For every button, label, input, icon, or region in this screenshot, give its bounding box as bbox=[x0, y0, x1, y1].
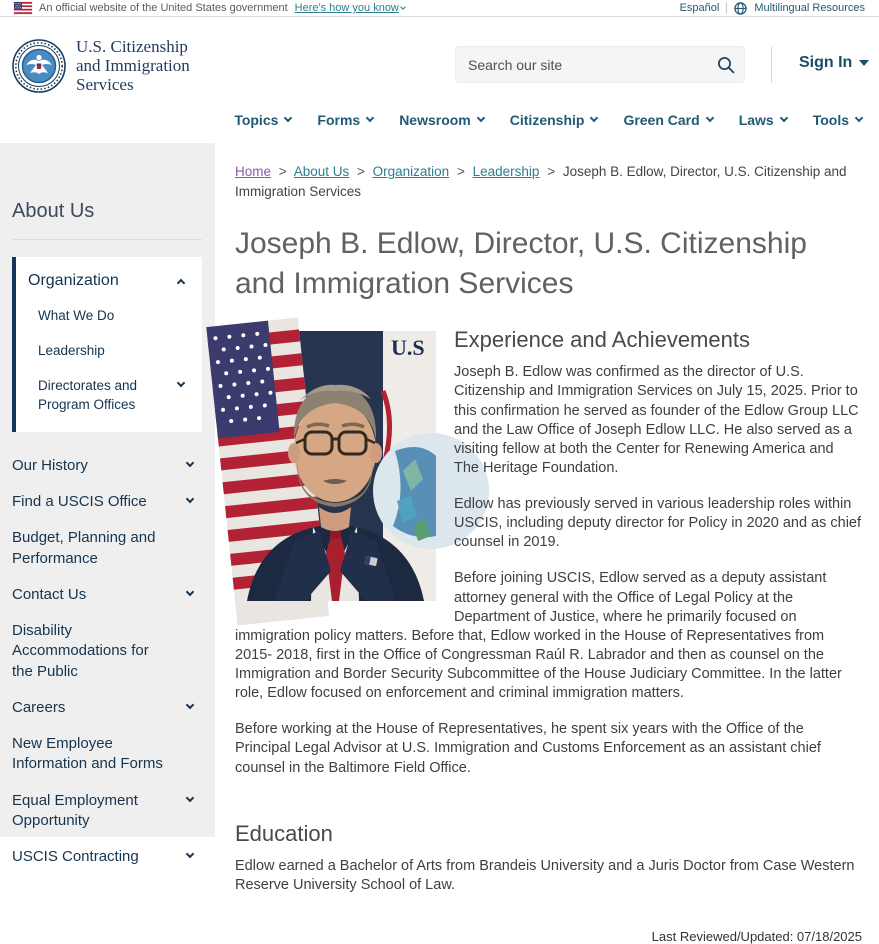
search-input[interactable] bbox=[468, 57, 716, 73]
main-content bbox=[215, 143, 879, 944]
organization-section bbox=[12, 257, 202, 432]
divider bbox=[726, 2, 727, 14]
multilingual-resources-link[interactable]: Multilingual Resources bbox=[754, 2, 865, 14]
nav-citizenship[interactable]: Citizenship bbox=[510, 112, 598, 128]
breadcrumb-about-us[interactable]: About Us bbox=[293, 164, 350, 179]
director-portrait bbox=[235, 331, 436, 601]
content-area bbox=[0, 143, 879, 944]
uscis-logo[interactable] bbox=[12, 37, 190, 94]
chevron-down-icon bbox=[590, 114, 598, 122]
globe-icon bbox=[734, 2, 747, 15]
chevron-down-icon bbox=[186, 701, 194, 709]
nav-topics[interactable]: Topics bbox=[234, 112, 291, 128]
search-icon bbox=[716, 55, 736, 75]
chevron-down-icon bbox=[284, 114, 292, 122]
sidebar-item-contracting[interactable]: USCIS Contracting bbox=[12, 839, 202, 875]
heres-how-you-know-link[interactable]: Here's how you know bbox=[295, 2, 405, 14]
experience-paragraph: Joseph B. Edlow was confirmed as the director of U.S. Citizenship and Immigration Services on July 15, 2025. Prior to this confirmation he served as founder of the Edlow Group LLC and the Law Office of Joseph Edlow LLC. He also served as a visiting fellow at both the Center for Renewing America and The Heritage Foundation. bbox=[454, 364, 859, 476]
sidebar-item-find-office[interactable]: Find a USCIS Office bbox=[12, 484, 202, 520]
gov-banner bbox=[0, 0, 879, 17]
last-reviewed: Last Reviewed/Updated: 07/18/2025 bbox=[651, 928, 862, 944]
search-button[interactable] bbox=[716, 55, 736, 75]
experience-heading: Experience and Achievements bbox=[454, 327, 750, 353]
site-search bbox=[455, 46, 745, 83]
experience-paragraph: Before joining USCIS, Edlow served as a deputy assistant attorney general with the Office of Legal Policy at the Department of Justice, where he primarily focused on immigration policy matters. Before that, Edlow worked in the House of Representatives from 2015- 2018, first in the Office of Congressman Raúl R. Labrador and then as counsel on the Immigration and Border Security Subcommittee of the House Judiciary Committee. In the latter role, Edlow focused on enforcement and criminal immigration matters. bbox=[235, 570, 842, 702]
chevron-down-icon bbox=[779, 114, 787, 122]
sidebar-item-eeo[interactable]: Equal Employment Opportunity bbox=[12, 783, 202, 840]
sidebar-item-budget[interactable]: Budget, Planning and Performance bbox=[12, 529, 156, 567]
education-paragraph: Edlow earned a Bachelor of Arts from Brandeis University and a Juris Doctor from Case Western Reserve University School of Law. bbox=[235, 857, 855, 893]
nav-green-card[interactable]: Green Card bbox=[623, 112, 712, 128]
sidebar-nav bbox=[12, 448, 202, 876]
about-us-sidebar bbox=[0, 143, 215, 866]
sidebar-item-new-employee[interactable]: New Employee Information and Forms bbox=[12, 735, 163, 773]
chevron-down-icon[interactable] bbox=[177, 379, 185, 387]
chevron-down-icon bbox=[366, 114, 374, 122]
page-title: Joseph B. Edlow, Director, U.S. Citizenship and Immigration Services bbox=[235, 227, 807, 300]
nav-forms[interactable]: Forms bbox=[317, 112, 373, 128]
sidebar-item-what-we-do[interactable]: What We Do bbox=[38, 308, 115, 323]
chevron-down-icon bbox=[186, 459, 194, 467]
sidebar-item-directorates[interactable]: Directorates and Program Offices bbox=[38, 378, 138, 412]
breadcrumb-organization[interactable]: Organization bbox=[372, 164, 450, 179]
chevron-up-icon[interactable] bbox=[177, 279, 185, 287]
breadcrumb-leadership[interactable]: Leadership bbox=[472, 164, 540, 179]
logo-wordmark: U.S. Citizenship and Immigration Services bbox=[76, 37, 190, 95]
experience-paragraph: Edlow has previously served in various leadership roles within USCIS, including deputy director for Policy in 2020 and as chief counsel in 2019. bbox=[454, 496, 862, 551]
chevron-down-icon bbox=[186, 850, 194, 858]
sidebar-item-contact-us[interactable]: Contact Us bbox=[12, 577, 202, 613]
chevron-down-icon bbox=[186, 588, 194, 596]
breadcrumb-current: Joseph B. Edlow, Director, U.S. Citizenship and Immigration Services bbox=[235, 164, 847, 199]
breadcrumb: Home > About Us > Organization > Leadership > Joseph B. Edlow, Director, U.S. Citizenship and Immigration Services bbox=[235, 164, 847, 199]
espanol-link[interactable]: Español bbox=[679, 2, 720, 14]
bio-article bbox=[235, 327, 862, 944]
sidebar-item-organization[interactable]: Organization bbox=[28, 272, 119, 289]
official-site-text: An official website of the United States government bbox=[39, 2, 288, 14]
nav-newsroom[interactable]: Newsroom bbox=[399, 112, 484, 128]
education-heading: Education bbox=[235, 820, 333, 846]
us-flag-icon bbox=[14, 2, 32, 14]
sidebar-item-disability[interactable]: Disability Accommodations for the Public bbox=[12, 622, 149, 680]
chevron-down-icon bbox=[705, 114, 713, 122]
experience-paragraph: Before working at the House of Representatives, he spent six years with the Office of the Principal Legal Advisor at U.S. Immigration and Customs Enforcement as an assistant chief counsel in the Baltimore Field Office. bbox=[235, 721, 821, 776]
sidebar-item-our-history[interactable]: Our History bbox=[12, 448, 202, 484]
chevron-down-icon bbox=[855, 114, 863, 122]
breadcrumb-home[interactable]: Home bbox=[235, 164, 272, 179]
svg-text:U.S: U.S bbox=[391, 335, 425, 361]
nav-tools[interactable]: Tools bbox=[813, 112, 862, 128]
sidebar-item-leadership[interactable]: Leadership bbox=[38, 343, 105, 359]
sign-in-button[interactable]: Sign In bbox=[799, 54, 869, 72]
sidebar-item-careers[interactable]: Careers bbox=[12, 690, 202, 726]
chevron-down-icon bbox=[400, 4, 406, 10]
sidebar-title: About Us bbox=[12, 200, 202, 240]
site-header bbox=[0, 17, 879, 143]
divider bbox=[771, 47, 772, 83]
chevron-down-icon bbox=[477, 114, 485, 122]
dhs-seal-icon bbox=[12, 39, 66, 93]
nav-laws[interactable]: Laws bbox=[739, 112, 787, 128]
chevron-down-icon bbox=[186, 495, 194, 503]
chevron-down-icon bbox=[186, 793, 194, 801]
caret-down-icon bbox=[859, 60, 869, 66]
primary-nav bbox=[234, 112, 862, 128]
